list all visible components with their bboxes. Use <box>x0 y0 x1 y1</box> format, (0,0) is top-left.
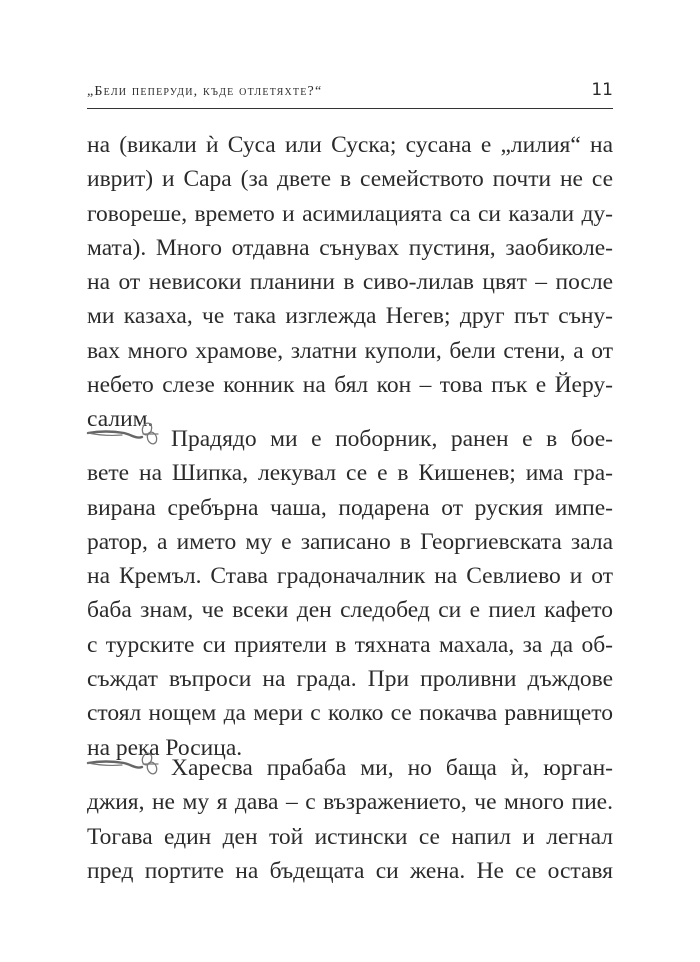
text-line: с турските си приятели в тяхната махала, за да об- <box>87 631 613 658</box>
text-line: Прадядо ми е поборник, ранен е в бое- <box>171 426 613 452</box>
paragraph-2 <box>87 422 613 765</box>
text-line: вирана сребърна чаша, подарена от руския импе- <box>87 494 613 521</box>
text-line: Харесва прабаба ми, но баща ѝ, юрган- <box>171 755 613 781</box>
text-line: пред портите на бъдещата си жена. Не се оставя <box>87 857 613 884</box>
paragraph-1 <box>87 128 613 437</box>
text-line: на (викали ѝ Суса или Суска; сусана е „лилия“ на <box>87 132 613 158</box>
text-line: на река Росица. <box>87 734 243 761</box>
text-line: вете на Шипка, лекувал се е в Кишенев; има гра- <box>87 460 613 487</box>
text-line: небето слезе конник на бял кон – това пък е Йеру- <box>87 372 613 399</box>
text-line: иврит) и Сара (за двете в семейството почти не се <box>87 166 613 193</box>
text-line: ми казаха, че така изглежда Негев; друг път съну- <box>87 303 613 330</box>
paragraph-3 <box>87 751 613 888</box>
text-line: мата). Много отдавна сънувах пустиня, заобиколе- <box>87 234 613 261</box>
text-line: ратор, а името му е записано в Георгиевската зала <box>87 528 613 555</box>
text-line: съждат въпроси на града. При проливни дъждове <box>87 666 613 693</box>
running-header <box>87 80 613 104</box>
text-line: салим. <box>87 406 154 433</box>
running-title: „Бели пеперуди, къде отлетяхте?“ <box>87 84 323 99</box>
text-line: говореше, времето и асимилацията са си казали ду- <box>87 200 613 227</box>
text-line: Тогава един ден той истински се напил и легнал <box>87 823 613 850</box>
text-line: на от невисоки планини в сиво-лилав цвят – после <box>87 269 613 296</box>
text-line: джия, не му я дава – с възражението, че много пие. <box>87 789 613 816</box>
text-line: баба знам, че всеки ден следобед си е пиел кафето <box>87 597 613 624</box>
text-line: вах много храмове, златни куполи, бели стени, а от <box>87 337 613 364</box>
text-line: стоял нощем да мери с колко се покачва равнището <box>87 700 613 727</box>
text-line: на Кремъл. Става градоначалник на Севлиево и от <box>87 563 613 590</box>
page-number: 11 <box>591 80 613 100</box>
header-rule <box>87 108 613 109</box>
